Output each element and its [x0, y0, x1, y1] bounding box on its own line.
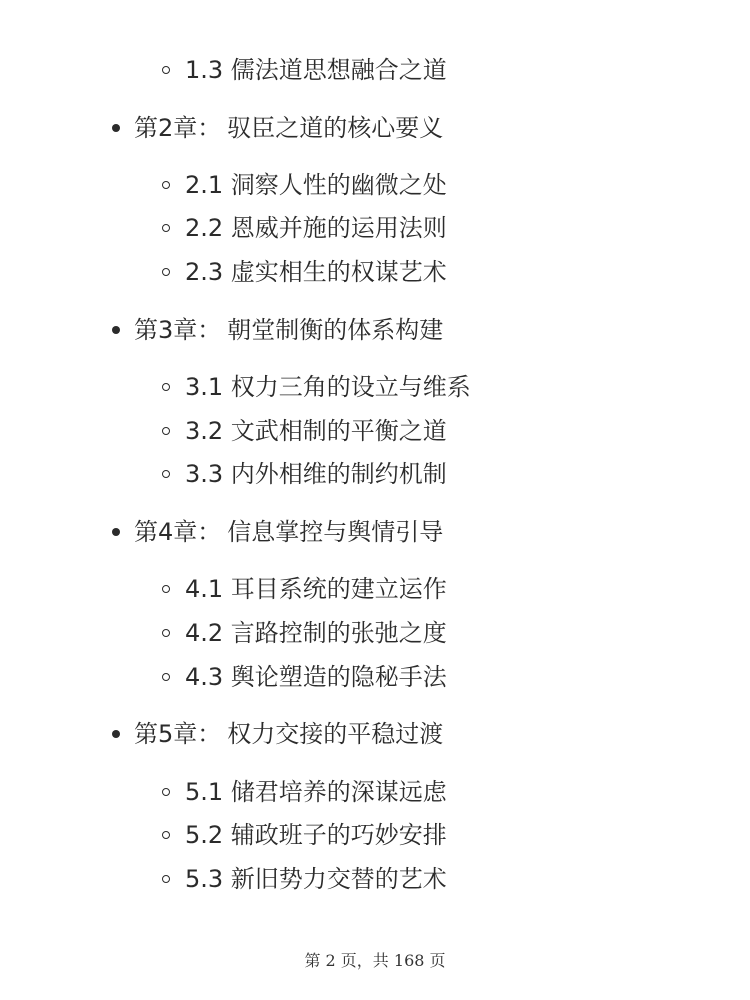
toc-section-text: 3.1 权力三角的设立与维系 — [185, 373, 471, 401]
toc-section-3-1 — [162, 369, 471, 405]
toc-section-text: 4.1 耳目系统的建立运作 — [185, 575, 447, 603]
hollow-bullet-icon — [162, 427, 170, 435]
hollow-bullet-icon — [162, 268, 170, 276]
toc-section-text: 3.3 内外相维的制约机制 — [185, 460, 447, 488]
toc-section-5-2 — [162, 817, 447, 853]
toc-chapter-2 — [112, 110, 443, 146]
toc-section-text: 4.2 言路控制的张弛之度 — [185, 619, 447, 647]
chapter-label: 第4章： — [134, 518, 222, 546]
toc-section-4-3 — [162, 659, 447, 695]
chapter-title: 信息掌控与舆情引导 — [227, 518, 444, 546]
hollow-bullet-icon — [162, 831, 170, 839]
filled-bullet-icon — [112, 730, 120, 738]
page-number-footer: 第 2 页，共 168 页 — [304, 951, 446, 970]
toc-section-text: 5.2 辅政班子的巧妙安排 — [185, 821, 447, 849]
toc-section-text: 2.2 恩威并施的运用法则 — [185, 214, 447, 242]
chapter-label: 第3章： — [134, 316, 222, 344]
filled-bullet-icon — [112, 528, 120, 536]
toc-section-2-3 — [162, 254, 447, 290]
filled-bullet-icon — [112, 124, 120, 132]
toc-section-2-2 — [162, 210, 447, 246]
hollow-bullet-icon — [162, 470, 170, 478]
toc-section-text: 3.2 文武相制的平衡之道 — [185, 417, 447, 445]
toc-chapter-3 — [112, 312, 443, 348]
toc-section-text: 5.3 新旧势力交替的艺术 — [185, 865, 447, 893]
chapter-label: 第5章： — [134, 720, 222, 748]
toc-section-5-3 — [162, 861, 447, 897]
toc-chapter-5 — [112, 716, 443, 752]
hollow-bullet-icon — [162, 383, 170, 391]
chapter-label: 第2章： — [134, 114, 222, 142]
toc-section-4-1 — [162, 571, 447, 607]
toc-section-5-1 — [162, 774, 447, 810]
chapter-title: 朝堂制衡的体系构建 — [227, 316, 444, 344]
hollow-bullet-icon — [162, 585, 170, 593]
toc-section-text: 1.3 儒法道思想融合之道 — [185, 56, 447, 84]
hollow-bullet-icon — [162, 224, 170, 232]
hollow-bullet-icon — [162, 181, 170, 189]
toc-section-4-2 — [162, 615, 447, 651]
toc-section-3-3 — [162, 456, 447, 492]
chapter-title: 权力交接的平稳过渡 — [227, 720, 444, 748]
toc-section-1-3 — [162, 52, 447, 88]
hollow-bullet-icon — [162, 673, 170, 681]
toc-section-text: 5.1 储君培养的深谋远虑 — [185, 778, 447, 806]
toc-section-text: 4.3 舆论塑造的隐秘手法 — [185, 663, 447, 691]
hollow-bullet-icon — [162, 875, 170, 883]
hollow-bullet-icon — [162, 629, 170, 637]
hollow-bullet-icon — [162, 66, 170, 74]
toc-section-text: 2.1 洞察人性的幽微之处 — [185, 171, 447, 199]
toc-chapter-4 — [112, 514, 443, 550]
chapter-title: 驭臣之道的核心要义 — [227, 114, 444, 142]
filled-bullet-icon — [112, 326, 120, 334]
toc-section-2-1 — [162, 167, 447, 203]
toc-section-text: 2.3 虚实相生的权谋艺术 — [185, 258, 447, 286]
hollow-bullet-icon — [162, 788, 170, 796]
toc-section-3-2 — [162, 413, 447, 449]
